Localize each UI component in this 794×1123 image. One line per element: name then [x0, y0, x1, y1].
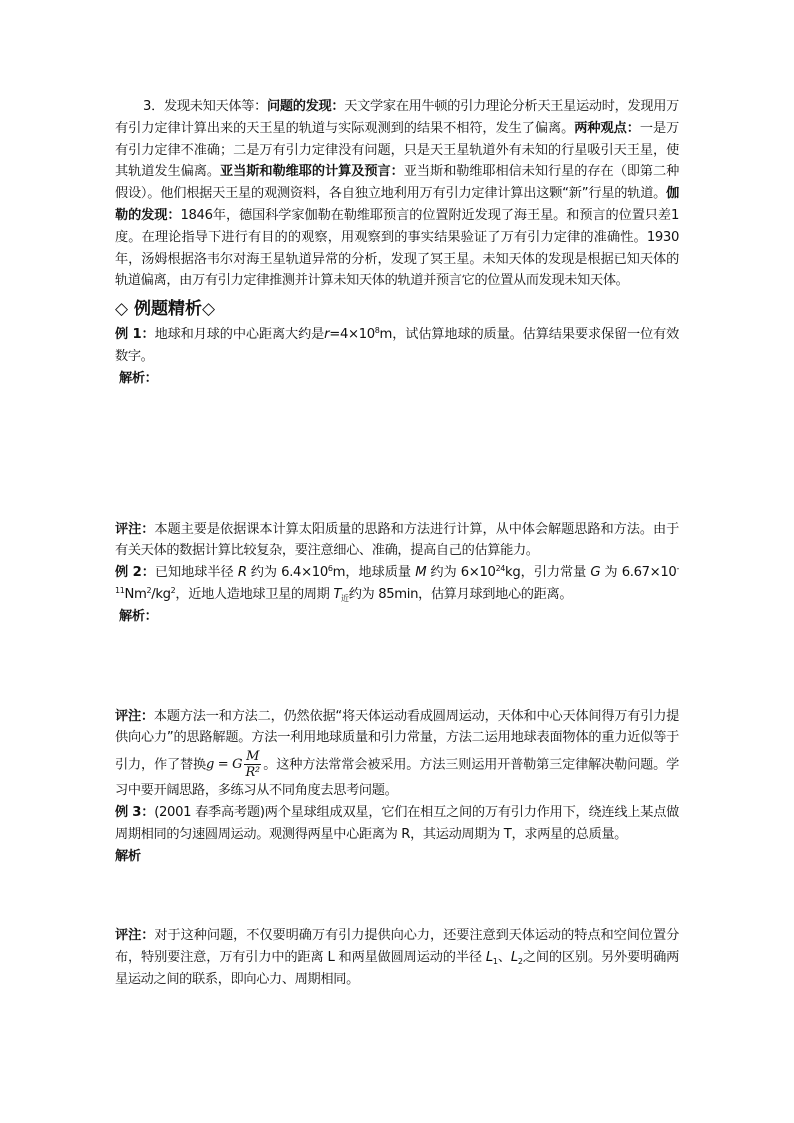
example2-analysis-line	[115, 606, 679, 628]
views-text: 一是万有引力定律不准确；二是万有引力定律没有问题，只是天王星轨道外有未知的行星吸引天王星，使其轨道发生偏离。	[115, 120, 680, 180]
example2-t1: 已知地球半径	[154, 565, 238, 581]
example2-t5: kg，引力常量	[505, 565, 591, 581]
example2-e3: -11	[115, 564, 679, 595]
formula-fraction	[244, 749, 261, 780]
example1-label: 例 1：	[115, 327, 155, 343]
adams-text: 亚当斯和勒维耶相信未知行星的存在（即第二种假设）。他们根据天王星的观测资料，各自独立地利用万有引力定律计算出这颗“新”行星的轨道。	[115, 164, 679, 202]
example1-text-c: m，试估算地球的质量。估算结果要求保留一位有效数字。	[115, 327, 680, 364]
example2-var-R: R	[237, 565, 247, 581]
example3-question	[115, 802, 679, 846]
example1-analysis-line	[115, 368, 679, 390]
section3-paragraph	[115, 96, 679, 292]
example3-comment	[115, 925, 679, 990]
example1-blank-space	[115, 390, 679, 519]
separator: 、	[497, 950, 511, 966]
formula-lhs: g = G	[205, 757, 243, 773]
example1-comment-text: 本题主要是依据课本计算太阳质量的思路和方法进行计算，从中体会解题思路和方法。由于有关天体的数据计算比较复杂，要注意细心、准确，提高自己的估算能力。	[115, 521, 680, 559]
examples-heading: ◇ 例题精析◇	[115, 299, 216, 320]
views-label: 两种观点：	[574, 120, 640, 136]
example3-comment-label: 评注：	[115, 928, 155, 944]
formula-denominator: R²	[245, 765, 260, 781]
galle-label: 伽勒的发现：	[115, 186, 679, 223]
example1-comment-label: 评注：	[115, 521, 155, 537]
var-L2-sub: 2	[517, 957, 523, 967]
example2-var-G: G	[590, 565, 601, 581]
example2-comment	[115, 706, 679, 802]
example2-analysis-label: 解析：	[119, 608, 158, 624]
example1-question	[115, 324, 679, 368]
example2-t4: 约为 6×10	[426, 565, 496, 581]
example2-t6: 为 6.67×10	[600, 565, 677, 581]
gravity-formula	[206, 749, 263, 780]
example2-comment-label: 评注：	[115, 708, 154, 724]
var-L1: L	[485, 950, 493, 966]
example3-label: 例 3：	[115, 804, 155, 820]
example2-question	[115, 562, 679, 606]
var-L1-sub: 1	[492, 957, 498, 967]
example2-t9: ，近地人造地球卫星的周期	[175, 586, 334, 602]
example2-t2: 约为 6.4×10	[246, 565, 328, 581]
example2-comment-text-b: 。这种方法常常会被采用。方法三则运用开普勒第三定律解决勒问题。学习中要开阔思路，多练习从不同角度去思考问题。	[115, 757, 679, 799]
example3-analysis-line	[115, 846, 679, 868]
document-page	[115, 96, 679, 991]
example3-comment-text-a: 对于这种问题，不仅要明确万有引力提供向心力，还要注意到天体运动的特点和空间位置分布，特别要注意，万有引力中的距离 L 和两星做圆周运动的半径	[115, 928, 680, 966]
example2-var-T: T	[333, 586, 342, 602]
example2-var-M: M	[415, 565, 427, 581]
discovery-label: 问题的发现：	[266, 99, 345, 114]
galle-text: 1846年，德国科学家伽勒在勒维耶预言的位置附近发现了海王星。和预言的位置只差1度。在理论指导下进行有目的的观察，用观察到的事实结果验证了万有引力定律的准确性。1930年，汤姆根据洛韦尔对海王星轨道异常的分析，发现了冥王星。未知天体的发现是根据已知天体的轨道偏离，由万有引力定律推测并计算未知天体的轨道并预言它的位置从而发现未知天体。	[115, 207, 680, 289]
discovery-text: 天文学家在用牛顿的引力理论分析天王星运动时，发现用万有引力定律计算出来的天王星的轨道与实际观测到的结果不相符，发生了偏离。	[115, 99, 680, 136]
example3-comment-text-b: 之间的区别。另外要明确两星运动之间的联系，即向心力、周期相同。	[115, 950, 679, 987]
example3-analysis-label: 解析	[115, 848, 141, 864]
example1-text-b: =4×10	[329, 327, 375, 343]
var-L2: L	[510, 950, 518, 966]
example3-text: (2001 春季高考题)两个星球组成双星，它们在相互之间的万有引力作用下，绕连线上某点做周期相同的匀速圆周运动。观测得两星中心距离为 R，其运动周期为 T，求两星的总质量。	[115, 804, 679, 842]
example2-comment-text-a: 本题方法一和方法二，仍然依据“将天体运动看成圆周运动，天体和中心天体间得万有引力提供向心力”的思路解题。方法一利用地球质量和引力常量，方法二运用地球表面物体的重力近似等于引力，作了替换	[115, 708, 680, 773]
formula-numerator: M	[246, 749, 260, 765]
example2-e2: 24	[495, 564, 506, 574]
example2-sub-T: 近	[341, 593, 349, 603]
example2-blank-space	[115, 628, 679, 706]
example2-e1: 6	[327, 564, 333, 574]
section3-intro: 3．发现未知天体等：	[143, 99, 267, 114]
example1-exponent: 8	[374, 326, 380, 336]
example2-t10: 约为 85min，估算月球到地心的距离。	[348, 586, 573, 602]
example3-blank-space	[115, 867, 679, 925]
example2-t7: Nm	[124, 586, 147, 602]
example1-var-r: r	[324, 327, 330, 343]
example1-comment	[115, 519, 679, 563]
example2-e4: 2	[146, 585, 152, 595]
adams-label: 亚当斯和勒维耶的计算及预言：	[219, 164, 404, 180]
example1-text-a: 地球和月球的中心距离大约是	[154, 327, 325, 343]
example2-e5: 2	[170, 585, 176, 595]
example1-analysis-label: 解析：	[119, 370, 158, 386]
example2-t8: /kg	[151, 586, 171, 602]
example2-label: 例 2：	[115, 565, 155, 581]
example2-t3: m，地球质量	[332, 565, 416, 581]
